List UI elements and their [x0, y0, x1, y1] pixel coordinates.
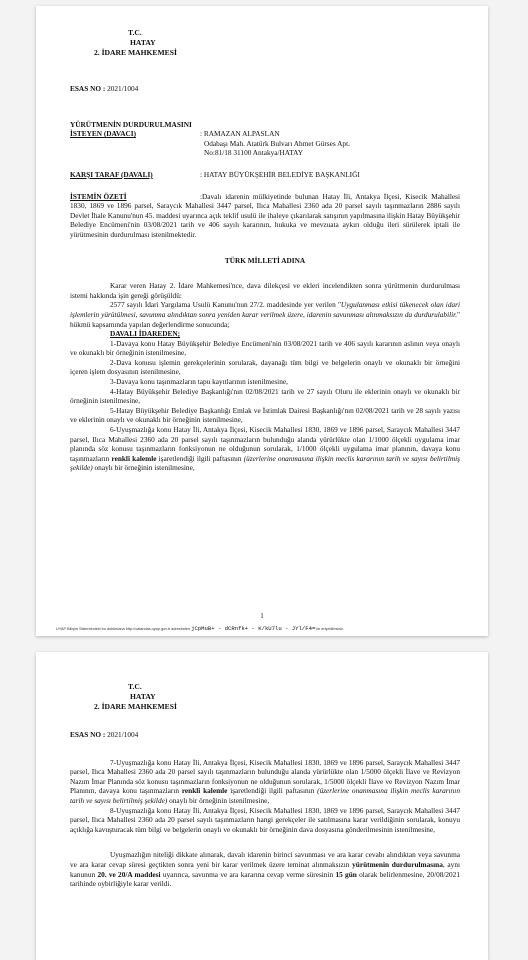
page-number: 1 — [260, 612, 264, 620]
item6-bold: renkli kalemle — [111, 453, 157, 463]
case-number-label: ESAS NO : — [70, 730, 106, 739]
final-text-b: , aynı kanunun — [70, 859, 460, 879]
list-item: 4-Hatay Büyükşehir Belediye Başkanlığı'nın 02/08/2021 tarih ve 27 sayılı Oluru ile eklerinin onaylı ve okunaklı bir örneğinin istenilmesine, — [70, 386, 460, 406]
nation-heading: TÜRK MİLLETİ ADINA — [224, 255, 306, 265]
list-item: 5-Hatay Büyükşehir Belediye Başkanlığı Emlak ve İstimlak Dairesi Başkanlığı'nın 02/08/2021 tarih ve 28 sayılı yazısı ve eklerinin onaylı ve okunaklı bir örneğinin istenilmesine, — [70, 405, 460, 425]
case-number-value: 2021/1004 — [107, 730, 139, 739]
item7-text-b: işaretlendiği ilgili paftasının — [227, 786, 318, 796]
footer-end: ile erişebilirsiniz. — [316, 627, 344, 631]
final-text-c: uyarınca, savunma ve ara kararına cevap verme süresinin — [160, 869, 336, 879]
court-header — [70, 682, 460, 712]
court-header — [70, 28, 460, 58]
stay-request-title: YÜRÜTMENİN DURDURULMASINI — [70, 119, 192, 129]
list-item-6 — [70, 425, 460, 473]
law-reference-end: " hükmü kapsamında yapılan değerlendirme sonucunda; — [70, 309, 460, 329]
item6-text-a: 6-Uyuşmazlığa konu Hatay İli, Antakya İlçesi, Kisecik Mahallesi 1830, 1869 ve 1896 parsel, Saraycık Mahallesi 3447 parsel, Ilıca Mahallesi 2360 ada 20 parsel sayılı taşınmazların bulunduğu alanda yürürlükte olan 1/1000 ölçekli uygulama imar planında söz konusu taşınmazların fonksiyonun ne olduğunun sorularak, 1/1000 ölçekli uygulama imar planının, davaya konu taşınmazların — [70, 425, 460, 463]
item6-italic: (üzerlerine onanmasına ilişkin meclis kararının tarih ve sayısı belirtilmiş şekilde) — [70, 453, 460, 473]
case-number-label: ESAS NO : — [70, 84, 106, 93]
applicant-address-2: No:81/18 31100 Antakya/HATAY — [204, 148, 304, 158]
applicant-block — [70, 129, 460, 158]
item6-text-b: işaretlendiği ilgili paftasının — [156, 453, 244, 463]
item7-text-c: onaylı bir örneğinin istenilmesine, — [167, 795, 270, 805]
item7-italic: (üzerlerine onanmasına ilişkin meclis kararının tarih ve sayısı belirtilmiş şekilde) — [70, 786, 460, 805]
case-number — [70, 730, 460, 740]
from-defendant-heading: DAVALI İDAREDEN; — [110, 329, 181, 339]
applicant-value — [200, 129, 460, 158]
final-text-a: Uyuşmazlığın niteliği dikkate alınarak, davalı idarenin birinci savunması ve ara karar cevabı alındıktan veya savunma ve ara karar cevap süresi geçtikten sonra yeni bir karar verilmek üzere teminat alınmaksızın — [70, 850, 460, 869]
final-bold-1: yürütmenin durdurulmasına — [352, 859, 443, 869]
footer-text: UYAP Bilişim Sistemindeki bu dokümana http://vatandas.uyap.gov.tr adresinden — [56, 627, 191, 631]
law-reference-start: 2577 sayılı İdari Yargılama Usulü Kanunu'nun 27/2. maddesinde yer verilen " — [110, 300, 341, 310]
law-reference — [70, 300, 460, 329]
court-name: 2. İDARE MAHKEMESİ — [94, 702, 177, 711]
item7-text-a: 7-Uyuşmazlığa konu Hatay İli, Antakya İlçesi, Kisecik Mahallesi 1830, 1869 ve 1896 parsel, Saraycık Mahallesi 3447 parsel, Ilıca Mahallesi 2360 ada 20 parsel sayılı taşınmazların bulunduğu alanda yürürlükte olan 1/5000 ölçekli İlave ve Revizyon Nazım İmar Planında söz konusu taşınmazların fonksiyonun ne olduğunun sorularak, 1/5000 ölçekli İlave ve Revizyon Nazım İmar Planının, davaya konu taşınmazların — [70, 757, 460, 796]
final-decision — [70, 850, 460, 888]
uyap-footer — [56, 625, 474, 632]
item7-bold: renkli kalemle — [181, 786, 228, 796]
court-name: 2. İDARE MAHKEMESİ — [94, 48, 177, 57]
court-tc: T.C. — [128, 682, 142, 691]
document-page-1 — [36, 6, 488, 636]
list-item: 3-Davaya konu taşınmazların tapu kayıtlarının istenilmesine, — [110, 377, 288, 387]
court-tc: T.C. — [128, 28, 142, 37]
defendant-value: : HATAY BÜYÜKŞEHİR BELEDİYE BAŞKANLIĞI — [200, 169, 360, 179]
applicant-name: : RAMAZAN ALPASLAN — [200, 129, 280, 139]
request-summary-text: :Davalı idarenin mülkiyetinde bulunan Hatay İli, Antakya İlçesi, Kisecik Mahallesi 1830, 1869 ve 1896 parsel, Saraycık Mahallesi 3447 parsel, Ilıca Mahallesi 2360 ada 20 parsel sayılı taşınmazların 2886 sayılı Devlet İhale Kanunu'nun 45. maddesi uyarınca açık teklif usulü ile ihaleye çıkarılarak satışının yapılmasına ilişkin Hatay Büyükşehir Belediye Encümeni'nin 03/08/2021 tarih ve 406 sayılı kararının, hukuka ve mevzuata aykırı olduğu ileri sürülerek iptali ile yürütmesinin durdurulması istenilmektedir. — [70, 191, 460, 239]
decision-intro: Karar veren Hatay 2. İdare Mahkemesi'nce, dava dilekçesi ve ekleri incelendikten sonra yürütmenin durdurulması istemi hakkında işin gereği görüşüldü: — [70, 281, 460, 300]
case-number-value: 2021/1004 — [107, 84, 139, 93]
defendant-label: KARŞI TARAF (DAVALI) — [70, 169, 153, 179]
request-summary — [70, 192, 460, 240]
list-item-7 — [70, 758, 460, 806]
document-page-2 — [36, 652, 488, 960]
final-bold-2: 20. ve 20/A maddesi — [97, 869, 161, 879]
final-text-d: olarak belirlenmesine, 20/08/2021 tarihinde oybirliğiyle karar verildi. — [70, 869, 460, 889]
list-item: 1-Davaya konu Hatay Büyükşehir Belediye Encümeni'nin 03/08/2021 tarih ve 406 sayılı kararının aslının veya onaylı ve okunaklı bir örneğinin istenilmesine, — [70, 338, 460, 358]
final-bold-3: 15 gün — [335, 869, 357, 879]
footer-code: jCpMuB+ - dCRnfk+ - K/kU7lu - JYl/F4= — [191, 625, 316, 632]
court-city: HATAY — [130, 692, 156, 701]
law-reference-quote: Uygulanması etkisi tükenecek olan idari işlemlerin yürütülmesi, savunma alındıktan sonra yeniden karar verilmek üzere, idarenin savunması alınmaksızın da durdurulabilir. — [70, 300, 460, 319]
defendant-block — [70, 170, 460, 180]
request-summary-label: İSTEMİN ÖZETİ — [70, 191, 127, 201]
applicant-label: İSTEYEN (DAVACI) — [70, 129, 137, 139]
case-number — [70, 84, 460, 94]
item6-text-c: onaylı bir örneğinin istenilmesine, — [92, 463, 195, 473]
list-item: 2-Dava konusu işlemin gerekçelerinin sorularak, dayanağı tüm bilgi ve belgelerin onaylı ve okunaklı bir örneğini içeren işlem dosyasının istenilmesine, — [70, 357, 460, 377]
list-item-8: 8-Uyuşmazlığa konu Hatay İli, Antakya İlçesi, Kisecik Mahallesi 1830, 1869 ve 1896 parsel, Saraycık Mahallesi 3447 parsel, Ilıca Mahallesi 2360 ada 20 parsel sayılı taşınmazların hangi gerekçeler ile satılmasına karar verildiğinin sorularak, konuyu açıklığa kavuşturacak tüm bilgi ve belgelerin onaylı ve okunaklı bir örneğinin dava dosyasına gönderilmesinin istenilmesine, — [70, 805, 460, 834]
court-city: HATAY — [130, 38, 156, 47]
applicant-address-1: Odabaşı Mah. Atatürk Bulvarı Ahmet Gürses Apt. — [204, 138, 350, 148]
